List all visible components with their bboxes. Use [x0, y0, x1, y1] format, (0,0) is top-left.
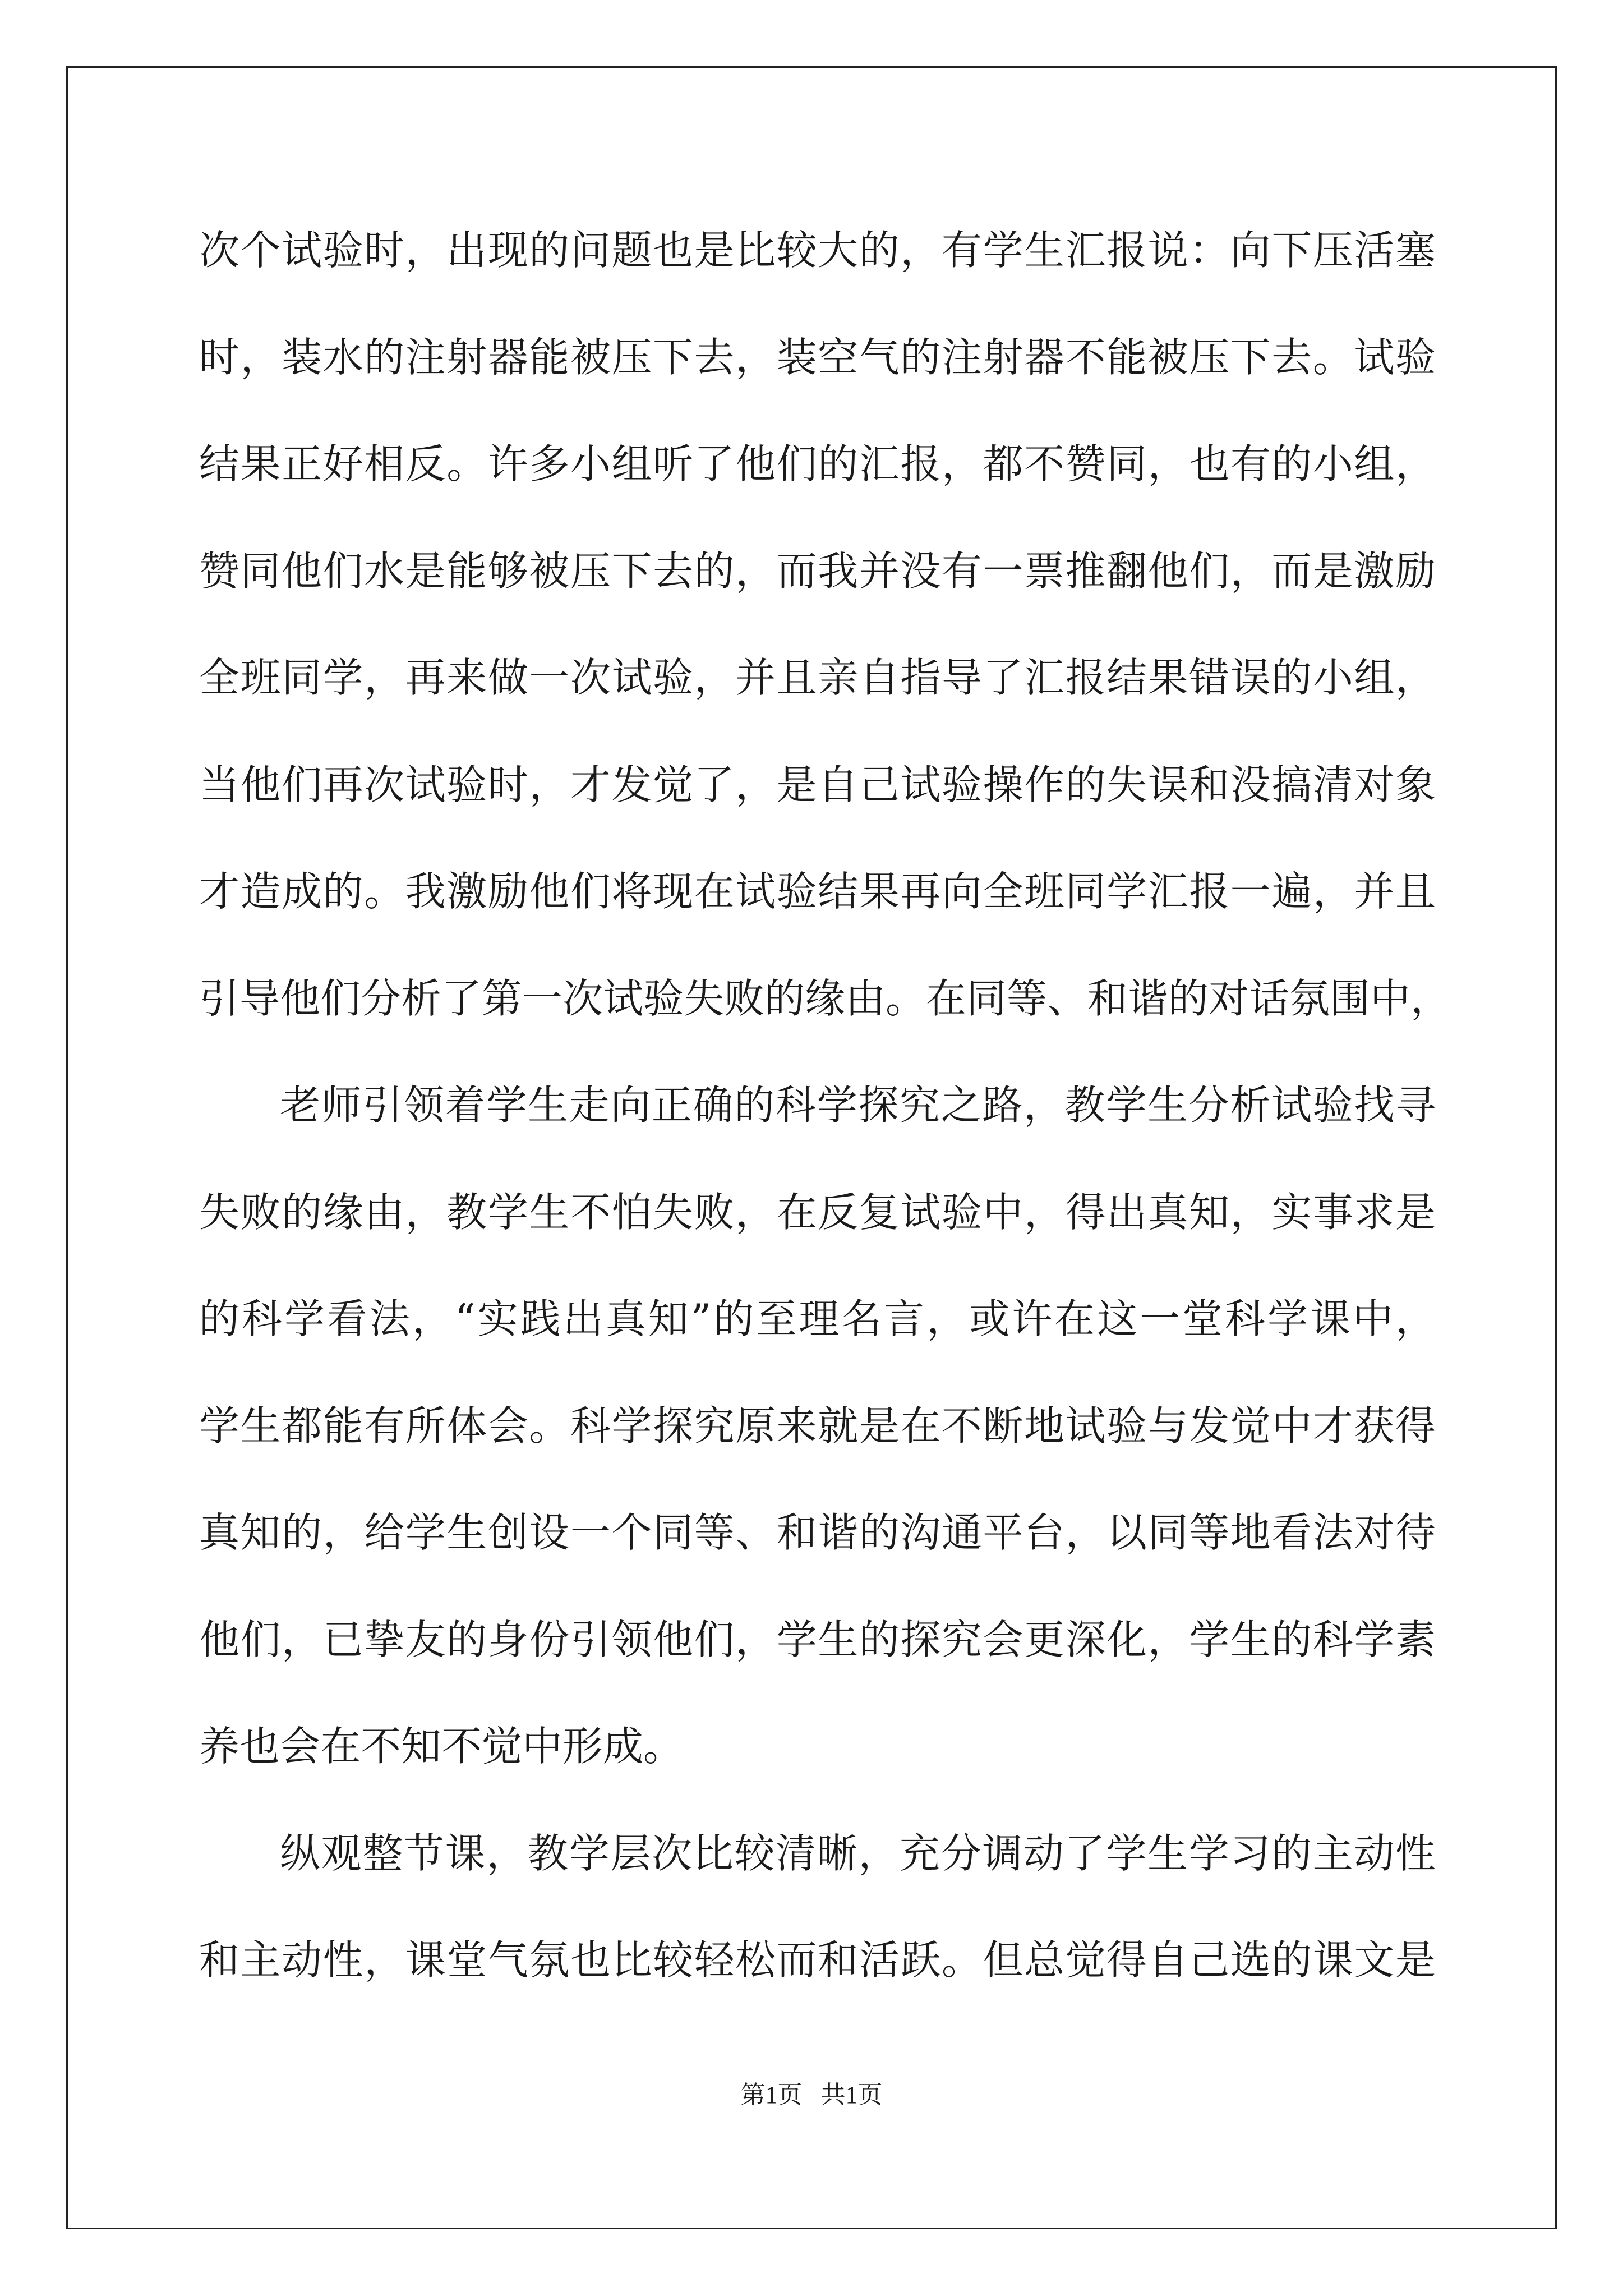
text-line: 才造成的。我激励他们将现在试验结果再向全班同学汇报一遍，并且: [199, 868, 1436, 915]
text-line: 的科学看法，“实践出真知”的至理名言，或许在这一堂科学课中，: [199, 1295, 1436, 1342]
text-line: 真知的，给学生创设一个同等、和谐的沟通平台，以同等地看法对待: [199, 1509, 1436, 1556]
text-line: 赞同他们水是能够被压下去的，而我并没有一票推翻他们，而是激励: [199, 547, 1436, 595]
text-line: 当他们再次试验时，才发觉了，是自己试验操作的失误和没搞清对象: [199, 761, 1436, 808]
text-line: 失败的缘由，教学生不怕失败，在反复试验中，得出真知，实事求是: [199, 1188, 1436, 1236]
paragraph-start-line: 老师引领着学生走向正确的科学探究之路，教学生分析试验找寻: [280, 1082, 1436, 1129]
text-line: 时，装水的注射器能被压下去，装空气的注射器不能被压下去。试验: [199, 333, 1436, 381]
text-line: 次个试验时，出现的问题也是比较大的，有学生汇报说：向下压活塞: [199, 227, 1436, 274]
text-line: 引导他们分析了第一次试验失败的缘由。在同等、和谐的对话氛围中，: [199, 974, 1451, 1022]
text-line: 学生都能有所体会。科学探究原来就是在不断地试验与发觉中才获得: [199, 1402, 1436, 1450]
text-line: 结果正好相反。许多小组听了他们的汇报，都不赞同，也有的小组，: [199, 440, 1436, 487]
document-body: [199, 224, 1451, 2041]
text-line: 他们，已挚友的身份引领他们，学生的探究会更深化，学生的科学素: [199, 1616, 1436, 1663]
paragraph-start-line: 纵观整节课，教学层次比较清晰，充分调动了学生学习的主动性: [280, 1829, 1436, 1877]
paragraph-end-line: 养也会在不知不觉中形成。: [199, 1723, 684, 1770]
text-line: 全班同学，再来做一次试验，并且亲自指导了汇报结果错误的小组，: [199, 654, 1436, 701]
page-number-footer: 第1页 共1页: [740, 2081, 883, 2109]
text-line: 和主动性，课堂气氛也比较轻松而和活跃。但总觉得自己选的课文是: [199, 1936, 1436, 1984]
